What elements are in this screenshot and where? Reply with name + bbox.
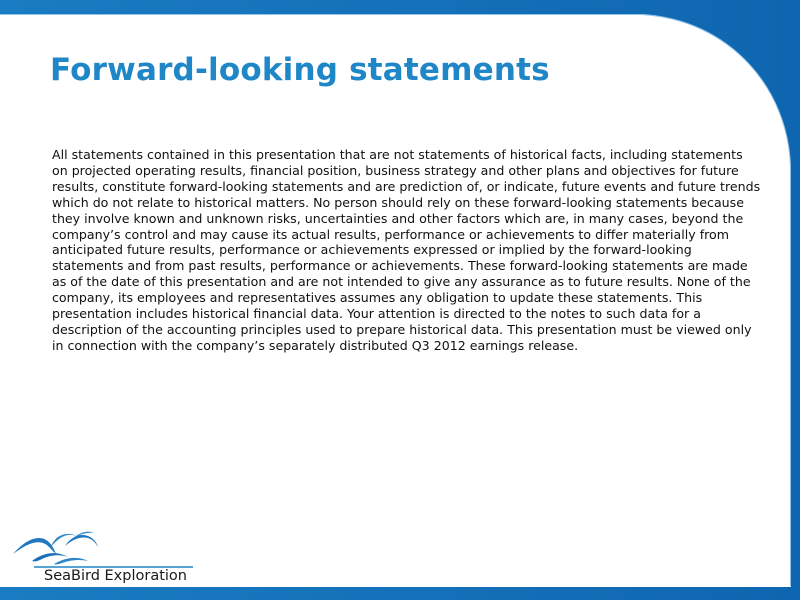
company-logo xyxy=(10,524,210,590)
seabird-logo-icon xyxy=(10,524,210,570)
disclaimer-paragraph: All statements contained in this presentation that are not statements of historical facts, including statements on projected operating results, financial position, business strategy and other plans and objectives for future results, constitute forward-looking statements and are prediction of, or indicate, future events and future trends which do not relate to historical matters. No person should rely on these forward-looking statements because they involve known and unknown risks, uncertainties and other factors which are, in many cases, beyond the company’s control and may cause its actual results, performance or achievements to differ materially from anticipated future results, performance or achievements expressed or implied by the forward-looking statements and from past results, performance or achievements. These forward-looking statements are made as of the date of this presentation and are not intended to give any assurance as to future results. None of the company, its employees and representatives assumes any obligation to update these statements. This presentation includes historical financial data. Your attention is directed to the notes to such data for a description of the accounting principles used to prepare historical data. This presentation must be viewed only in connection with the company’s separately distributed Q3 2012 earnings release. xyxy=(52,147,761,353)
page-title: Forward-looking statements xyxy=(50,52,550,88)
logo-wordmark: SeaBird Exploration xyxy=(44,568,187,584)
